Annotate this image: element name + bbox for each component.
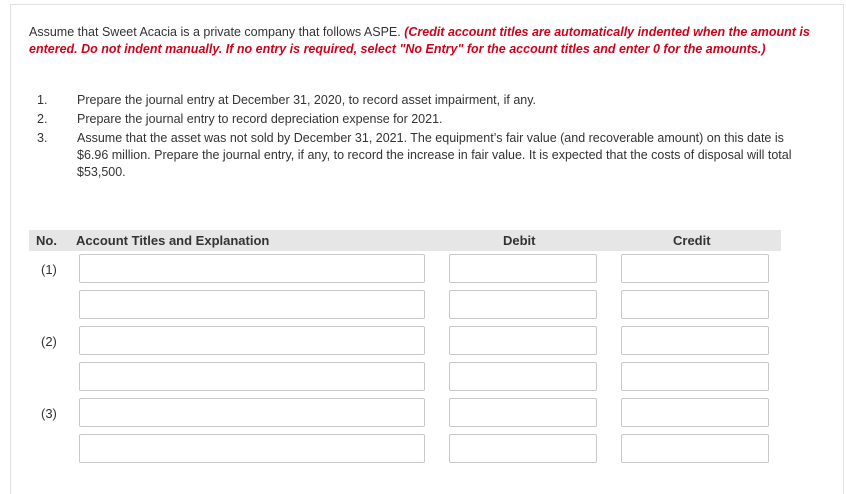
header-account-titles: Account Titles and Explanation [76, 233, 270, 248]
instructions-intro: Assume that Sweet Acacia is a private company that follows ASPE. [29, 25, 405, 39]
entry-label-2: (2) [41, 334, 57, 349]
entry-3-line-1-debit-input[interactable] [449, 398, 597, 427]
task-text: Prepare the journal entry at December 31, 2020, to record asset impairment, if any. [77, 93, 537, 107]
entry-1-line-2-credit-input[interactable] [621, 290, 769, 319]
entry-3-line-2-credit-input[interactable] [621, 434, 769, 463]
entry-3-line-1-account-input[interactable] [79, 398, 425, 427]
header-debit: Debit [503, 233, 536, 248]
task-item [29, 92, 809, 109]
entry-2-line-1-credit-input[interactable] [621, 326, 769, 355]
task-item [29, 130, 809, 181]
entry-2-line-1-debit-input[interactable] [449, 326, 597, 355]
instructions-text [29, 24, 819, 58]
entry-1-line-1-debit-input[interactable] [449, 254, 597, 283]
entry-3-line-1-credit-input[interactable] [621, 398, 769, 427]
entry-2-line-2-account-input[interactable] [79, 362, 425, 391]
task-text: Prepare the journal entry to record depreciation expense for 2021. [77, 112, 443, 126]
entry-2-line-2-credit-input[interactable] [621, 362, 769, 391]
task-number: 1. [37, 93, 48, 107]
header-credit: Credit [673, 233, 711, 248]
task-number: 2. [37, 112, 48, 126]
entry-3-line-2-account-input[interactable] [79, 434, 425, 463]
task-text: Assume that the asset was not sold by December 31, 2021. The equipment’s fair value (and recoverable amount) on this date is $6.96 million. Prepare the journal entry, if any, to record the increase in fair value. It is expected that the costs of disposal will total $53,500. [77, 131, 792, 179]
journal-table-header [29, 230, 781, 251]
entry-1-line-2-debit-input[interactable] [449, 290, 597, 319]
entry-3-line-2-debit-input[interactable] [449, 434, 597, 463]
entry-2-line-1-account-input[interactable] [79, 326, 425, 355]
instructions-note: (Credit account titles are automatically indented when the amount is entered. Do not indent manually. If no entry is required, select "No Entry" for the account titles and enter 0 for the amounts.) [29, 25, 810, 56]
task-number: 3. [37, 131, 48, 145]
task-item [29, 111, 809, 128]
entry-label-1: (1) [41, 262, 57, 277]
entry-1-line-1-account-input[interactable] [79, 254, 425, 283]
entry-1-line-1-credit-input[interactable] [621, 254, 769, 283]
task-list [29, 92, 809, 183]
header-no: No. [36, 233, 57, 248]
entry-2-line-2-debit-input[interactable] [449, 362, 597, 391]
entry-1-line-2-account-input[interactable] [79, 290, 425, 319]
entry-label-3: (3) [41, 406, 57, 421]
